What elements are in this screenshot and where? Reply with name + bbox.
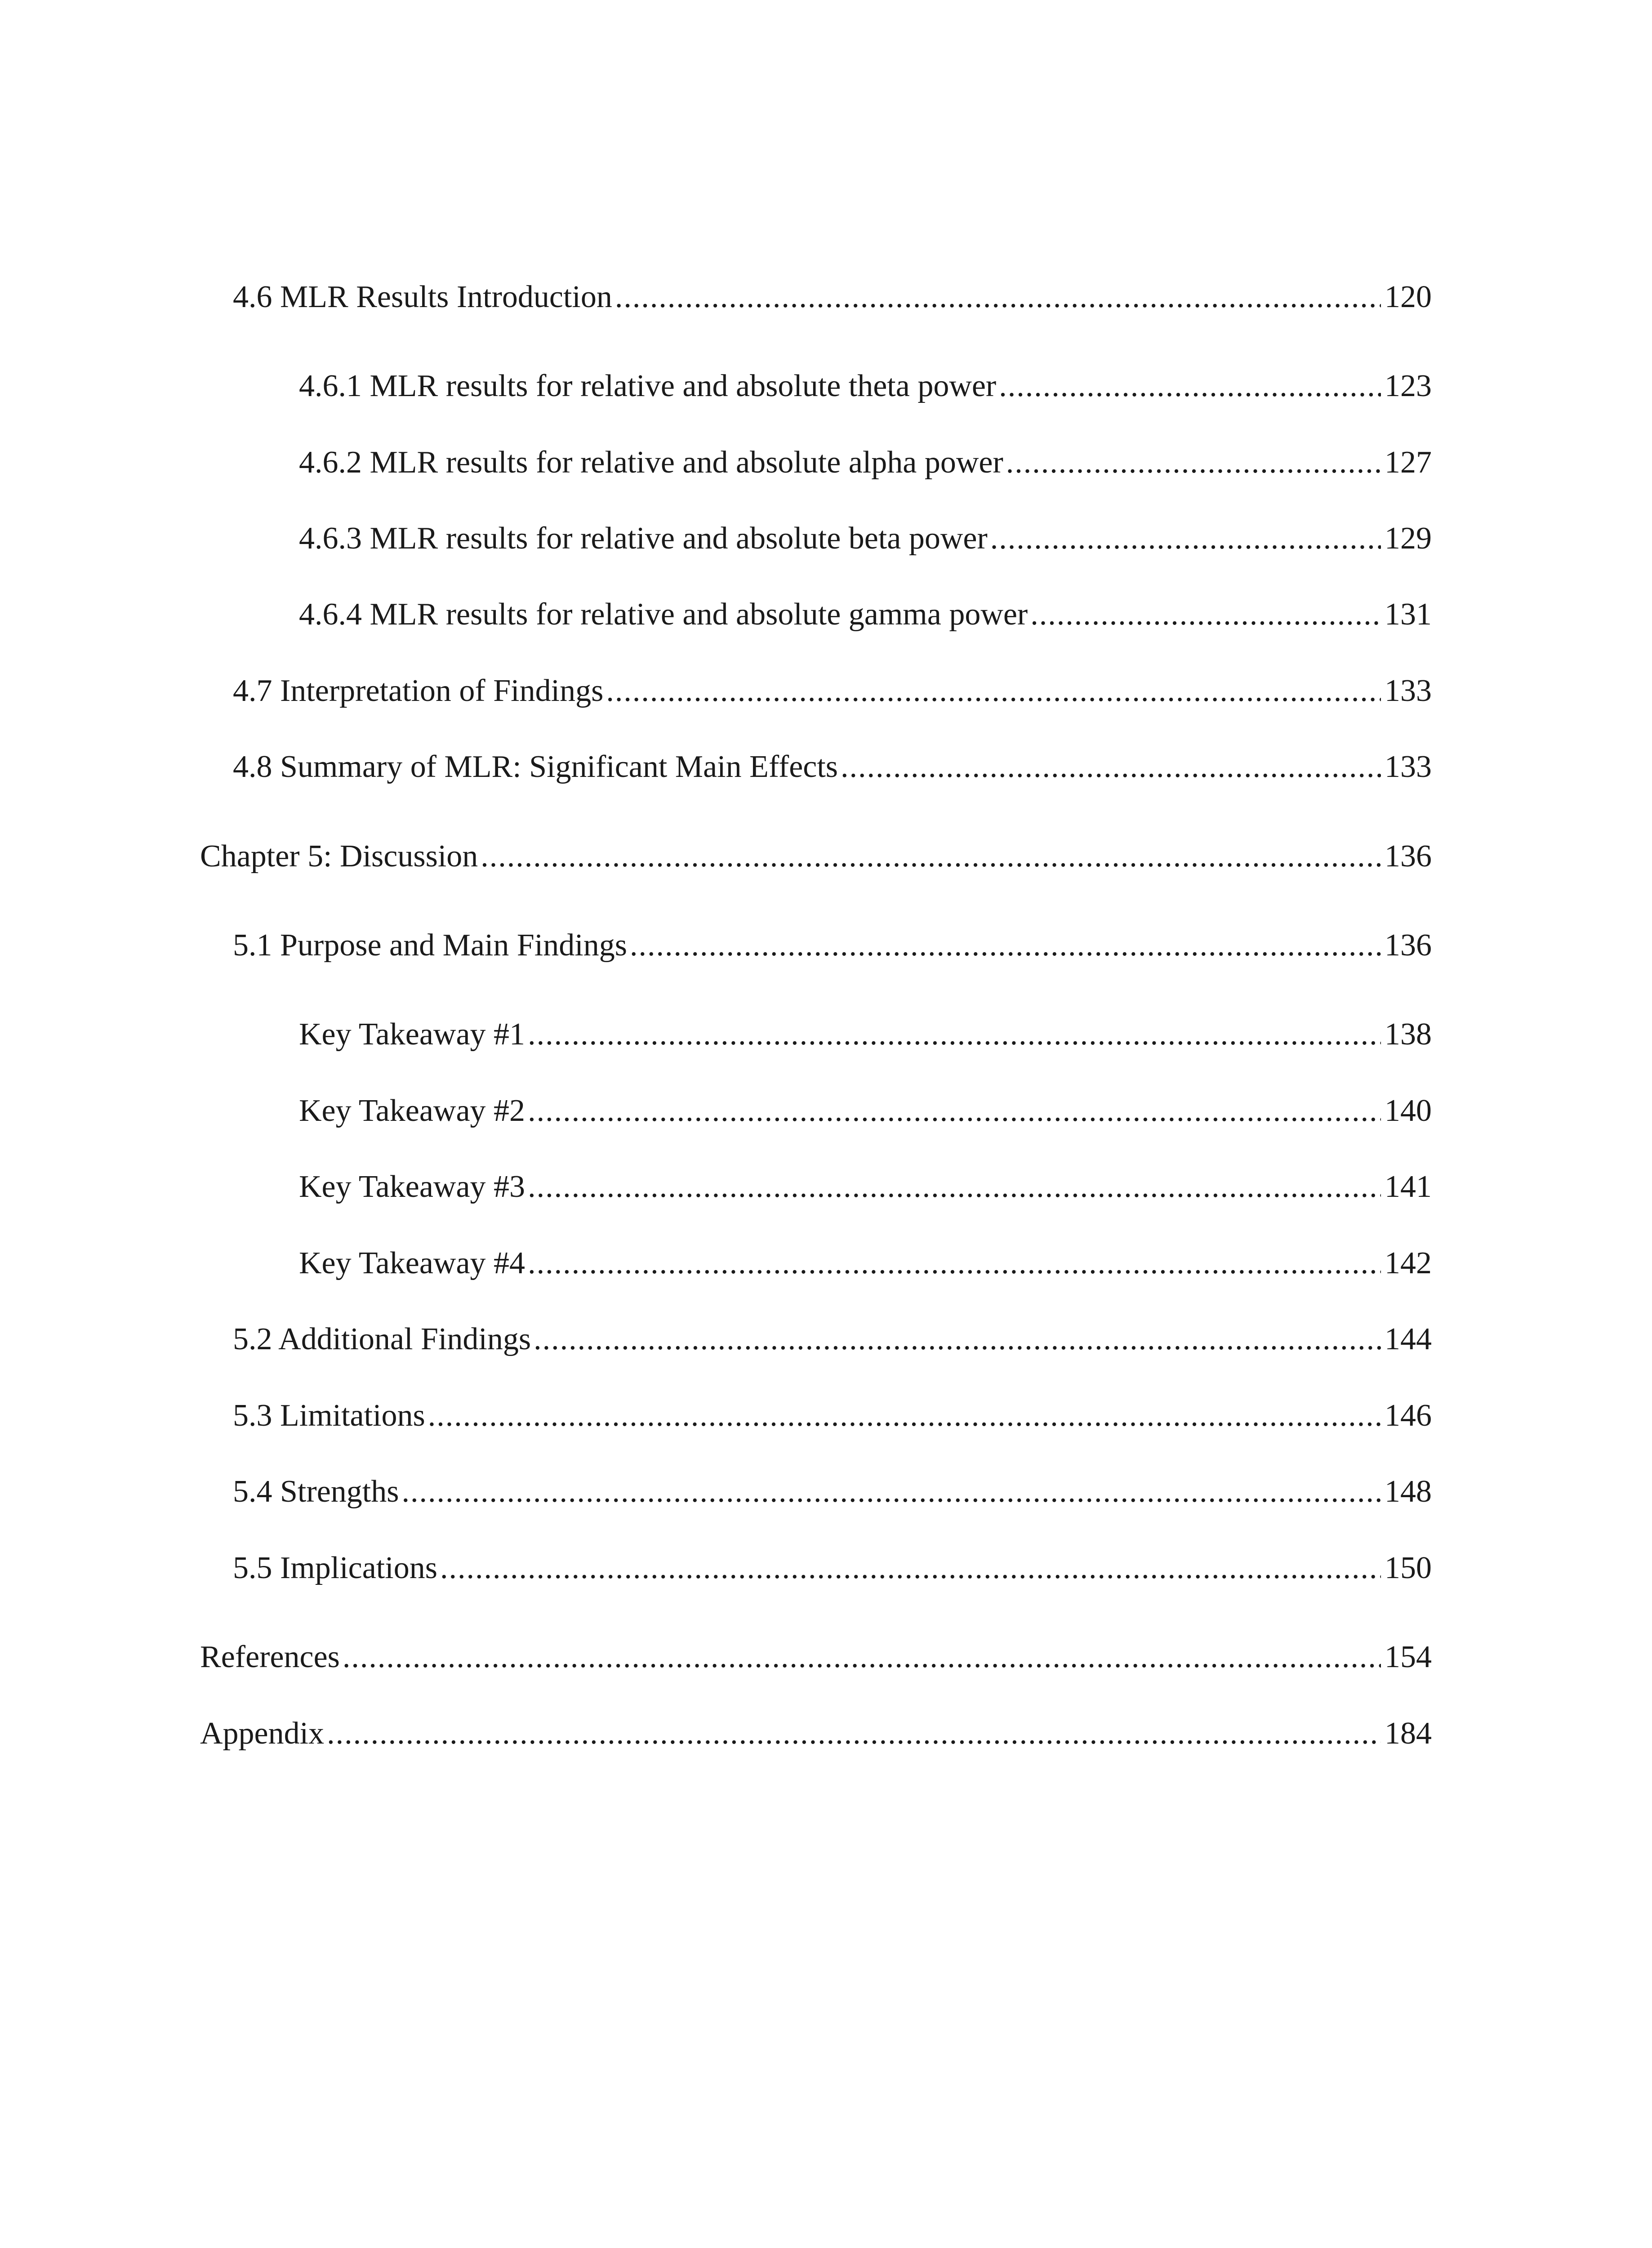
toc-entry-page: 136 (1385, 839, 1432, 874)
toc-entry-4-7[interactable] (233, 671, 1432, 711)
toc-leader-dots (528, 1243, 1381, 1284)
toc-entry-4-6-1[interactable] (299, 366, 1432, 406)
toc-entry-page: 129 (1385, 521, 1432, 556)
toc-leader-dots (528, 1167, 1381, 1207)
toc-entry-title: 5.2 Additional Findings (233, 1322, 531, 1356)
toc-leader-dots (440, 1548, 1381, 1588)
toc-entry-key-takeaway-2[interactable] (299, 1091, 1432, 1131)
toc-entry-title: References (200, 1640, 340, 1674)
toc-entry-4-6-3[interactable] (299, 518, 1432, 559)
toc-leader-dots (990, 518, 1381, 559)
toc-entry-5-5[interactable] (233, 1548, 1432, 1588)
toc-entry-title: Chapter 5: Discussion (200, 839, 478, 874)
toc-leader-dots (528, 1091, 1381, 1131)
toc-entry-title: 4.6 MLR Results Introduction (233, 280, 612, 314)
toc-entry-5-4[interactable] (233, 1472, 1432, 1512)
toc-entry-title: 5.5 Implications (233, 1551, 437, 1585)
toc-leader-dots (481, 836, 1381, 877)
toc-entry-title: 5.4 Strengths (233, 1474, 399, 1509)
toc-entry-key-takeaway-4[interactable] (299, 1243, 1432, 1284)
toc-entry-page: 120 (1385, 280, 1432, 314)
toc-leader-dots (630, 925, 1381, 966)
toc-entry-title: 4.6.4 MLR results for relative and absolute gamma power (299, 597, 1028, 632)
toc-entry-page: 133 (1385, 749, 1432, 784)
toc-entry-title: 5.3 Limitations (233, 1398, 425, 1433)
toc-entry-title: Key Takeaway #3 (299, 1169, 525, 1204)
toc-entry-4-8[interactable] (233, 747, 1432, 787)
toc-leader-dots (841, 747, 1381, 787)
toc-entry-key-takeaway-3[interactable] (299, 1167, 1432, 1207)
toc-entry-title: 4.7 Interpretation of Findings (233, 674, 604, 708)
toc-entry-4-6-4[interactable] (299, 594, 1432, 635)
toc-entry-page: 138 (1385, 1017, 1432, 1052)
toc-entry-page: 142 (1385, 1246, 1432, 1280)
toc-leader-dots (606, 671, 1381, 711)
toc-leader-dots (615, 277, 1381, 317)
toc-entry-title: 4.8 Summary of MLR: Significant Main Effects (233, 749, 838, 784)
toc-entry-page: 133 (1385, 674, 1432, 708)
toc-leader-dots (343, 1637, 1381, 1677)
toc-entry-page: 131 (1385, 597, 1432, 632)
toc-entry-title: Key Takeaway #4 (299, 1246, 525, 1280)
toc-entry-page: 140 (1385, 1093, 1432, 1128)
toc-entry-appendix[interactable] (200, 1713, 1432, 1754)
toc-entry-references[interactable] (200, 1637, 1432, 1677)
toc-entry-page: 150 (1385, 1551, 1432, 1585)
toc-entry-5-1[interactable] (233, 925, 1432, 966)
toc-entry-title: 5.1 Purpose and Main Findings (233, 928, 627, 963)
toc-entry-5-2[interactable] (233, 1319, 1432, 1360)
toc-entry-title: Key Takeaway #2 (299, 1093, 525, 1128)
toc-leader-dots (428, 1396, 1381, 1436)
toc-entry-4-6-2[interactable] (299, 442, 1432, 483)
toc-entry-page: 141 (1385, 1169, 1432, 1204)
toc-entry-5-3[interactable] (233, 1396, 1432, 1436)
toc-entry-page: 144 (1385, 1322, 1432, 1356)
toc-entry-title: 4.6.3 MLR results for relative and absolute beta power (299, 521, 988, 556)
toc-leader-dots (528, 1014, 1381, 1055)
toc-entry-page: 184 (1385, 1716, 1432, 1751)
toc-entry-key-takeaway-1[interactable] (299, 1014, 1432, 1055)
toc-leader-dots (1006, 442, 1381, 483)
toc-entry-title: Appendix (200, 1716, 325, 1751)
toc-leader-dots (327, 1713, 1381, 1754)
toc-entry-page: 148 (1385, 1474, 1432, 1509)
toc-entry-page: 146 (1385, 1398, 1432, 1433)
toc-leader-dots (999, 366, 1381, 406)
toc-entry-page: 127 (1385, 445, 1432, 480)
toc-leader-dots (534, 1319, 1381, 1360)
toc-entry-page: 136 (1385, 928, 1432, 963)
toc-leader-dots (401, 1472, 1381, 1512)
toc-entry-title: 4.6.1 MLR results for relative and absolute theta power (299, 369, 997, 403)
toc-leader-dots (1030, 594, 1381, 635)
toc-entry-page: 154 (1385, 1640, 1432, 1674)
toc-entry-page: 123 (1385, 369, 1432, 403)
toc-entry-title: 4.6.2 MLR results for relative and absolute alpha power (299, 445, 1003, 480)
toc-entry-4-6[interactable] (233, 277, 1432, 317)
toc-entry-chapter-5[interactable] (200, 836, 1432, 877)
toc-entry-title: Key Takeaway #1 (299, 1017, 525, 1052)
